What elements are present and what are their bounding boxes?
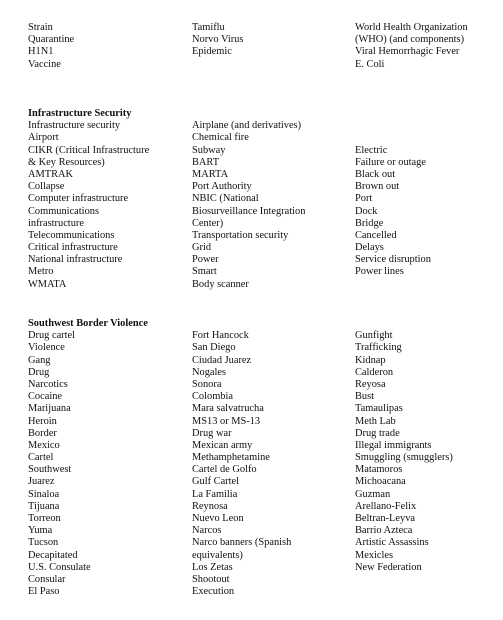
- term-line: Fort Hancock: [192, 330, 249, 342]
- term-line: Brown out: [355, 181, 400, 193]
- term-line: Southwest: [28, 464, 72, 476]
- term-line: Smart: [192, 266, 217, 278]
- term-line: Quarantine: [28, 34, 75, 46]
- term-line: Dock: [355, 205, 378, 217]
- term-line: Consular: [28, 573, 66, 585]
- term-line: Illegal immigrants: [355, 439, 432, 451]
- term-line: equivalents): [192, 549, 243, 561]
- term-line: Mexicles: [355, 549, 394, 561]
- term-line: Tamaulipas: [355, 403, 403, 415]
- term-line: Body scanner: [192, 278, 249, 290]
- term-line: Trafficking: [355, 342, 402, 354]
- term-line: Port Authority: [192, 181, 252, 193]
- term-line: Mexico: [28, 439, 60, 451]
- term-line: Vaccine: [28, 58, 61, 70]
- term-line: Collapse: [28, 181, 65, 193]
- term-line: Gang: [28, 354, 51, 366]
- term-line: Power lines: [355, 266, 404, 278]
- term-line: U.S. Consulate: [28, 561, 91, 573]
- term-line: Epidemic: [192, 46, 232, 58]
- term-line: Bust: [355, 391, 375, 403]
- term-line: Narco banners (Spanish: [192, 537, 292, 549]
- section-heading: Southwest Border Violence: [28, 318, 148, 329]
- term-line: Black out: [355, 168, 396, 180]
- term-line: San Diego: [192, 342, 236, 354]
- section-heading: Infrastructure Security: [28, 108, 132, 119]
- term-line: Critical infrastructure: [28, 242, 118, 254]
- column-2: [192, 330, 291, 598]
- term-line: WMATA: [28, 278, 67, 290]
- term-line: Gulf Cartel: [192, 476, 240, 488]
- term-line: Matamoros: [355, 464, 403, 476]
- term-line: CIKR (Critical Infrastructure: [28, 144, 150, 156]
- column-1: [28, 22, 74, 71]
- column-3: [355, 330, 453, 574]
- term-line: Artistic Assassins: [355, 537, 429, 549]
- term-line: Subway: [192, 144, 226, 156]
- term-line: National infrastructure: [28, 254, 123, 266]
- column-3: [355, 120, 431, 278]
- term-line: Cartel de Golfo: [192, 464, 257, 476]
- term-line: Grid: [192, 242, 212, 254]
- term-line: Narcos: [192, 525, 222, 537]
- term-line: Gunfight: [355, 330, 393, 342]
- term-line: Kidnap: [355, 354, 386, 366]
- column-1: [28, 330, 91, 598]
- term-line: Nuevo Leon: [192, 513, 244, 524]
- term-line: Drug cartel: [28, 330, 76, 342]
- term-line: New Federation: [355, 561, 422, 573]
- term-line: Communications: [28, 205, 99, 217]
- term-line: Transportation security: [192, 229, 289, 241]
- term-line: Meth Lab: [355, 415, 396, 427]
- term-line: La Familia: [192, 488, 238, 500]
- column-3: [355, 22, 468, 71]
- term-line: Drug: [28, 366, 50, 378]
- term-line: Calderon: [355, 366, 394, 378]
- term-line: AMTRAK: [28, 168, 74, 180]
- term-line: Metro: [28, 266, 54, 278]
- term-line: Service disruption: [355, 254, 431, 266]
- term-line: Mara salvatrucha: [192, 403, 264, 415]
- term-line: infrastructure: [28, 217, 84, 229]
- term-line: Los Zetas: [192, 561, 233, 573]
- term-line: MS13 or MS-13: [192, 415, 261, 427]
- column-1: [28, 120, 149, 291]
- term-line: Tijuana: [28, 500, 60, 512]
- term-line: Heroin: [28, 415, 57, 427]
- term-line: Drug trade: [355, 427, 400, 439]
- term-line: Reynosa: [192, 500, 228, 512]
- term-line: Methamphetamine: [192, 452, 270, 464]
- term-line: (WHO) (and components): [355, 34, 465, 46]
- term-line: Michoacana: [355, 476, 406, 488]
- term-line: Cancelled: [355, 229, 397, 241]
- term-line: NBIC (National: [192, 193, 259, 205]
- term-line: Marijuana: [28, 403, 71, 415]
- term-line: Telecommunications: [28, 229, 115, 241]
- term-line: Torreon: [28, 513, 61, 524]
- term-line: Port: [355, 193, 373, 205]
- term-line: Cocaine: [28, 391, 63, 403]
- term-line: Biosurveillance Integration: [192, 205, 306, 217]
- term-line: Reyosa: [355, 378, 386, 390]
- term-line: MARTA: [192, 168, 229, 180]
- term-line: Center): [192, 217, 224, 229]
- term-line: & Key Resources): [28, 156, 105, 168]
- term-line: Infrastructure security: [28, 120, 121, 132]
- term-line: Computer infrastructure: [28, 193, 129, 205]
- term-line: Colombia: [192, 391, 233, 403]
- term-line: Shootout: [192, 573, 230, 585]
- term-line: Guzman: [355, 488, 391, 500]
- term-line: Strain: [28, 22, 53, 33]
- term-line: Border: [28, 427, 57, 439]
- term-line: Barrio Azteca: [355, 525, 413, 537]
- term-line: Nogales: [192, 366, 227, 378]
- term-line: Beltran-Leyva: [355, 513, 416, 524]
- term-line: Juarez: [28, 476, 55, 488]
- term-line: Drug war: [192, 427, 232, 439]
- term-line: Airplane (and derivatives): [192, 120, 302, 132]
- term-line: Bridge: [355, 217, 384, 229]
- term-line: Narcotics: [28, 378, 68, 390]
- term-line: Viral Hemorrhagic Fever: [355, 46, 460, 58]
- term-line: Mexican army: [192, 439, 253, 451]
- term-line: Execution: [192, 586, 235, 598]
- term-line: Cartel: [28, 452, 54, 464]
- term-line: Norvo Virus: [192, 34, 244, 46]
- term-line: Smuggling (smugglers): [355, 452, 453, 464]
- term-line: Sonora: [192, 378, 222, 390]
- term-line: Yuma: [28, 525, 53, 537]
- term-line: Failure or outage: [355, 156, 426, 168]
- column-2: [192, 22, 243, 59]
- term-line: Decapitated: [28, 549, 78, 561]
- term-line: Electric: [355, 144, 388, 156]
- term-line: BART: [192, 156, 220, 168]
- term-line: Sinaloa: [28, 488, 60, 500]
- term-line: El Paso: [28, 586, 60, 598]
- term-line: H1N1: [28, 46, 54, 58]
- term-line: Airport: [28, 132, 59, 144]
- term-line: Delays: [355, 242, 384, 254]
- term-line: Tamiflu: [192, 22, 225, 33]
- term-line: Violence: [28, 342, 65, 354]
- term-line: Ciudad Juarez: [192, 354, 252, 366]
- term-line: E. Coli: [355, 58, 385, 70]
- term-line: Tucson: [28, 537, 59, 549]
- term-line: Arellano-Felix: [355, 500, 417, 512]
- column-2: [192, 120, 305, 291]
- term-line: [355, 132, 431, 144]
- term-line: Power: [192, 254, 219, 266]
- term-line: World Health Organization: [355, 22, 468, 33]
- term-line: Chemical fire: [192, 132, 249, 144]
- term-line: [355, 120, 431, 132]
